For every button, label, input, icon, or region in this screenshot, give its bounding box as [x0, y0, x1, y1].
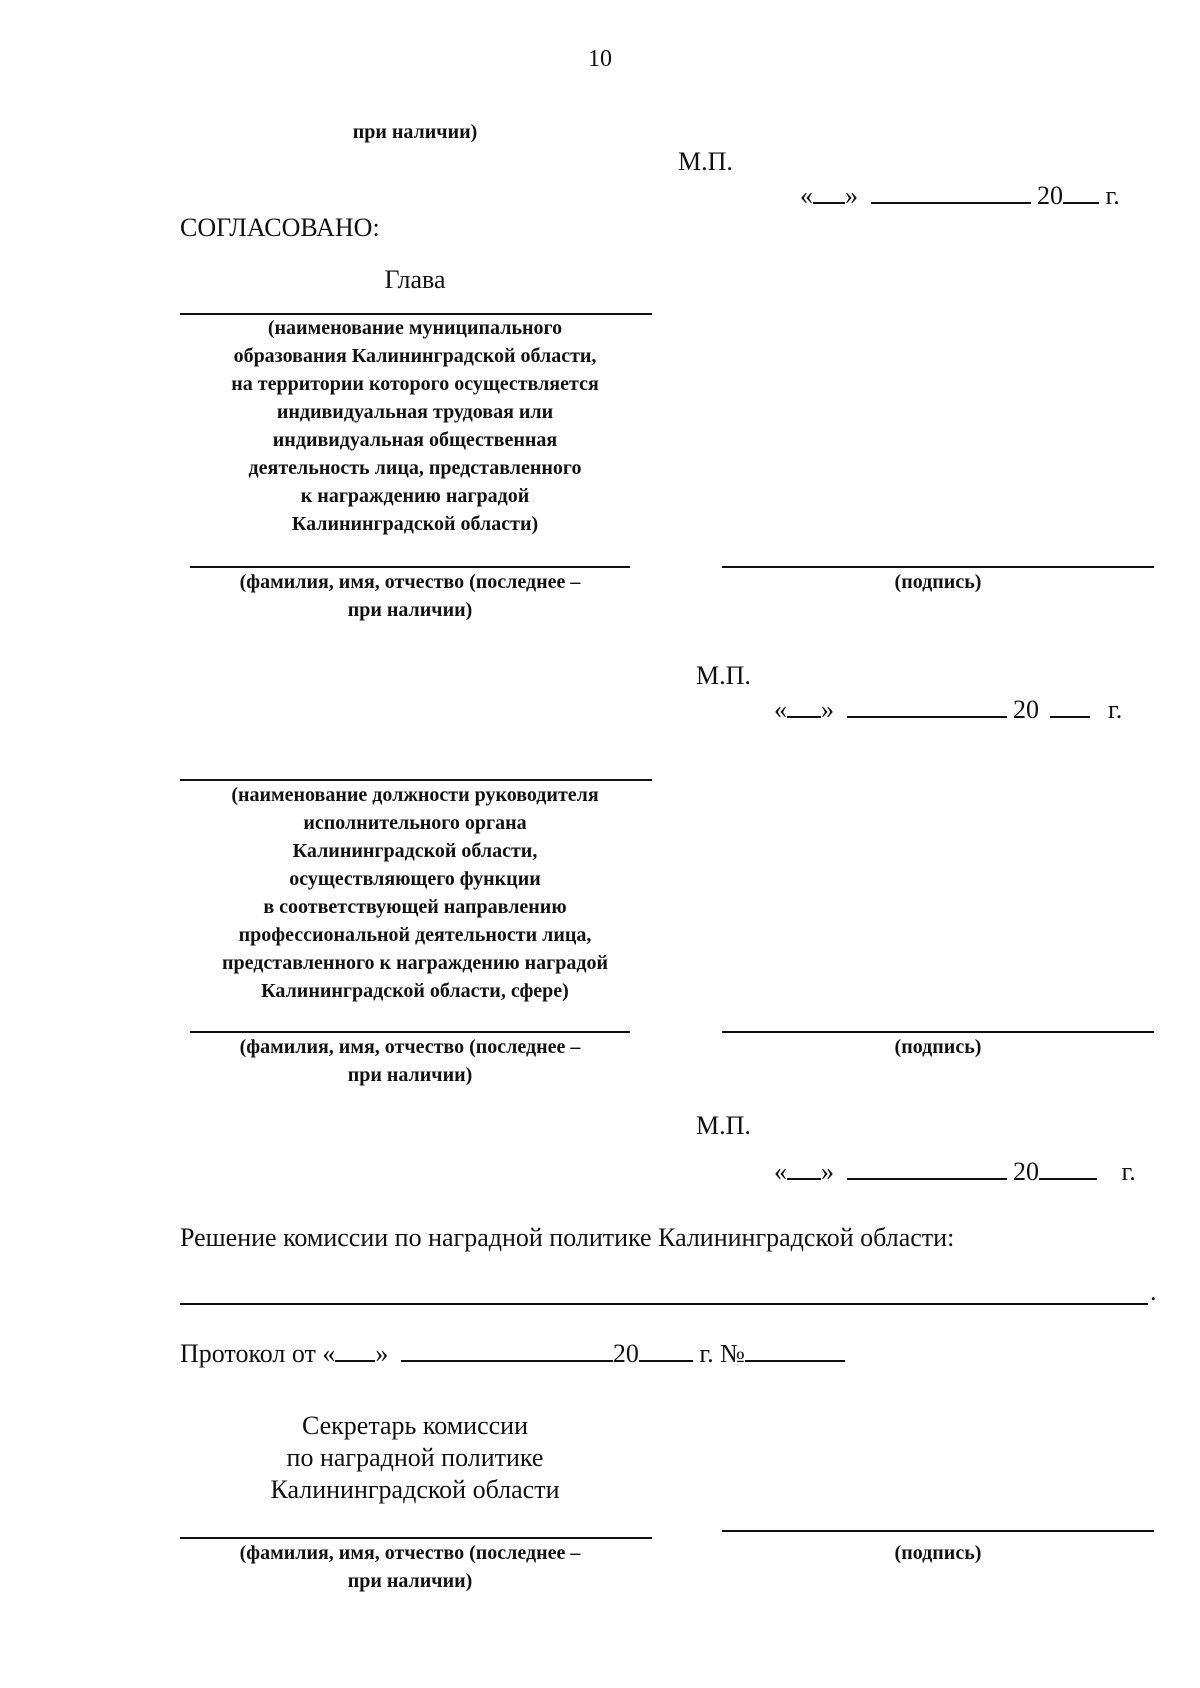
protocol-line[interactable]: Протокол от « » 20 г. №: [180, 1338, 845, 1370]
fio-caption-2: (фамилия, имя, отчество (последнее – при наличии): [239, 1036, 581, 1086]
quote-close: »: [845, 181, 858, 210]
protocol-prefix: Протокол от «: [180, 1339, 336, 1368]
date-field-3[interactable]: « » 20 г.: [774, 1157, 1136, 1186]
stamp-place-2: М.П.: [696, 661, 751, 690]
signature-caption-3: (подпись): [894, 1542, 982, 1564]
agreed-heading: СОГЛАСОВАНО:: [180, 213, 380, 242]
signature-caption-1: (подпись): [894, 571, 982, 593]
date-field-2[interactable]: « » 20 г.: [774, 695, 1123, 724]
decision-label: Решение комиссии по наградной политике Калининградской области:: [180, 1223, 955, 1252]
page-number: 10: [588, 46, 612, 72]
quote-open: «: [800, 181, 813, 210]
fio-caption-1: (фамилия, имя, отчество (последнее – при наличии): [239, 571, 581, 621]
municipality-caption: (наименование муниципального образования Калининградской области, на территории которого осуществляется индивидуальная трудовая или индивидуальная общественная деятельность лица, представленного к награждению наградой Калининградской области): [231, 317, 599, 535]
stamp-place-1: М.П.: [678, 147, 733, 176]
secretary-title: Секретарь комиссии по наградной политике Калининградской области: [270, 1411, 560, 1504]
head-title: Глава: [384, 265, 446, 294]
signature-caption-2: (подпись): [894, 1036, 982, 1058]
top-note: при наличии): [352, 121, 478, 143]
year-prefix: 20: [1037, 181, 1063, 210]
protocol-year: 20: [612, 1339, 639, 1368]
signature-line-3[interactable]: [722, 1530, 1154, 1532]
position-caption: (наименование должности руководителя исполнительного органа Калининградской области, осуществляющего функции в соответствующей направлению профессиональной деятельности лица, представленного к награждению наградой Калининградской области, сфере): [221, 784, 609, 1002]
decision-line[interactable]: [180, 1303, 1148, 1305]
protocol-number-label: г. №: [699, 1339, 745, 1368]
fio-caption-3: (фамилия, имя, отчество (последнее – при наличии): [239, 1542, 581, 1592]
year-suffix: г.: [1105, 181, 1120, 210]
decision-period: .: [1150, 1277, 1157, 1306]
date-field-1[interactable]: [800, 180, 1120, 212]
stamp-place-3: М.П.: [696, 1111, 751, 1140]
